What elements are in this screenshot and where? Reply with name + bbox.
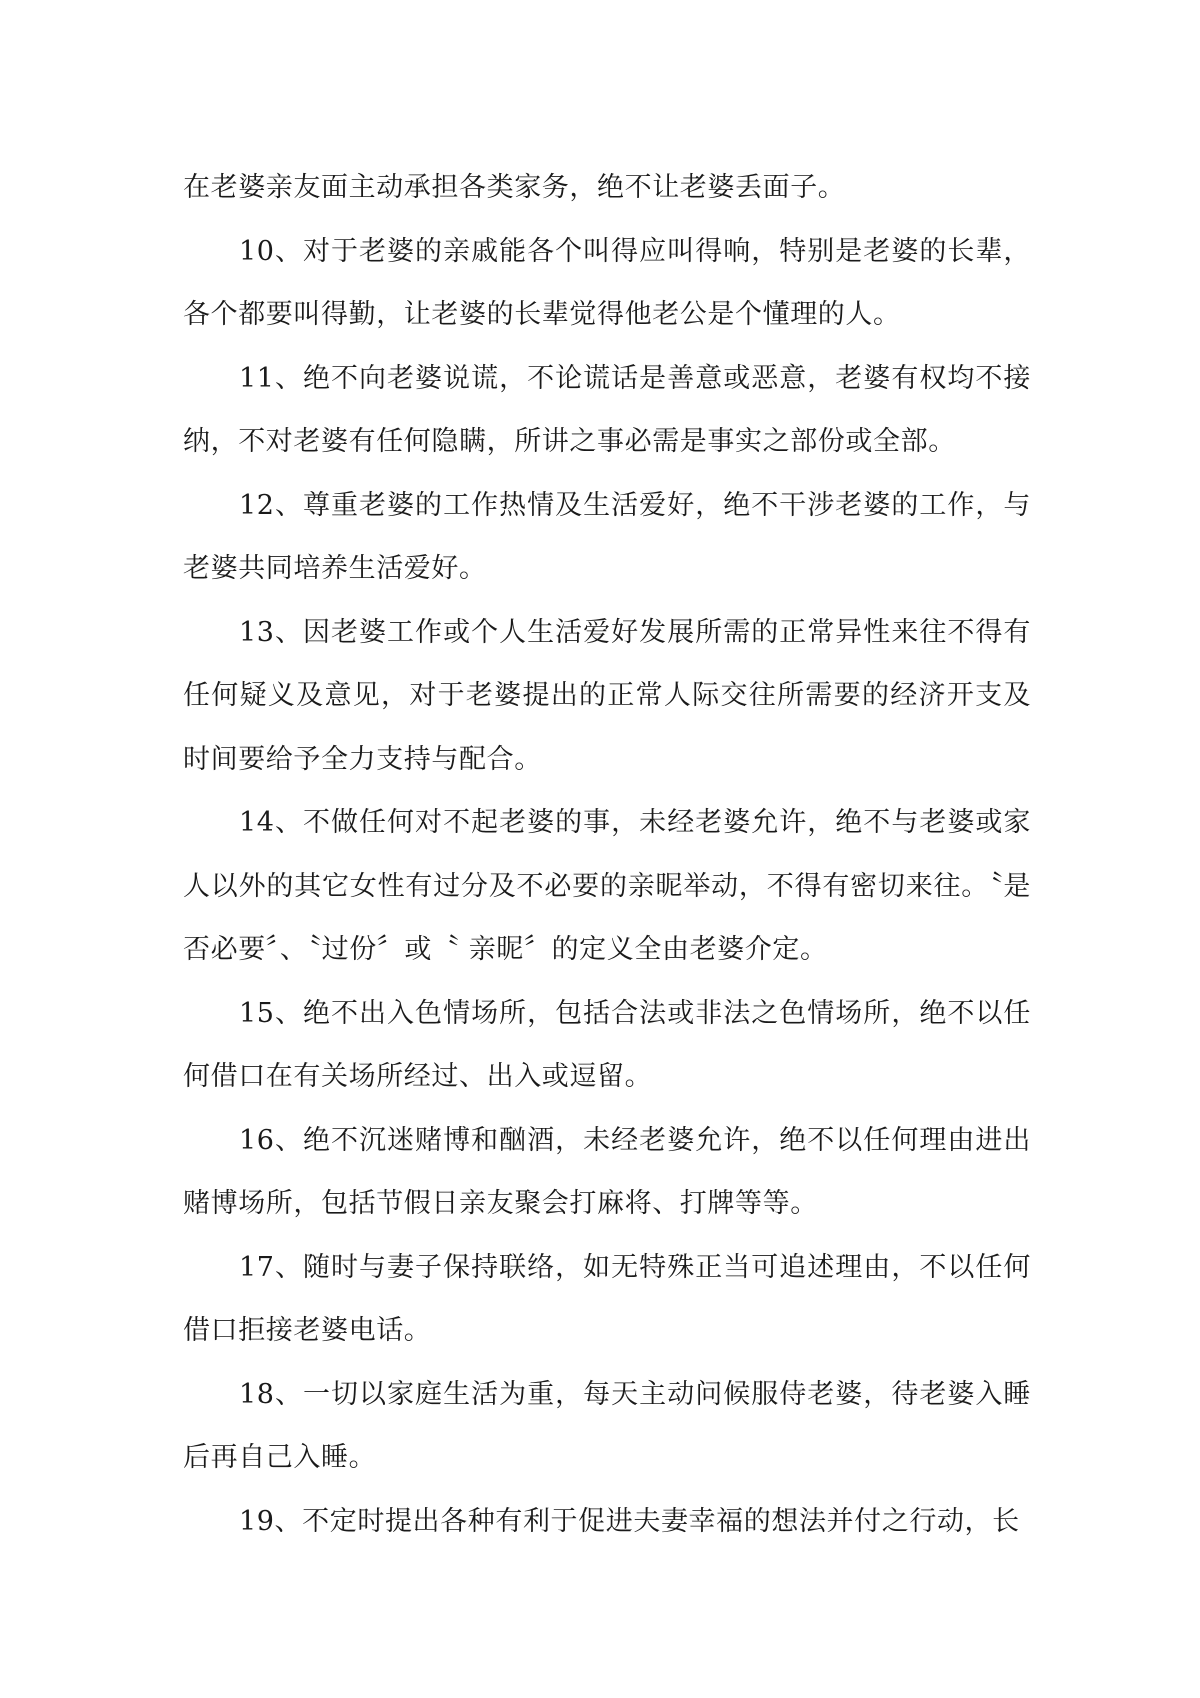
paragraph-item-12: 12、尊重老婆的工作热情及生活爱好，绝不干涉老婆的工作，与老婆共同培养生活爱好。 xyxy=(183,489,1031,584)
paragraph-item-11: 11、绝不向老婆说谎，不论谎话是善意或恶意，老婆有权均不接纳，不对老婆有任何隐瞒，所讲之事必需是事实之部份或全部。 xyxy=(183,362,1031,457)
paragraph-item-19: 19、不定时提出各种有利于促进夫妻幸福的想法并付之行动，长 xyxy=(239,1505,1020,1537)
paragraph-item-13: 13、因老婆工作或个人生活爱好发展所需的正常异性来往不得有任何疑义及意见，对于老婆提出的正常人际交往所需要的经济开支及时间要给予全力支持与配合。 xyxy=(183,616,1031,775)
paragraph-item-16: 16、绝不沉迷赌博和酗酒，未经老婆允许，绝不以任何理由进出赌博场所，包括节假日亲友聚会打麻将、打牌等等。 xyxy=(183,1124,1031,1219)
document-body xyxy=(183,156,1031,1553)
paragraph-item-18: 18、一切以家庭生活为重，每天主动问候服侍老婆，待老婆入睡后再自己入睡。 xyxy=(183,1378,1031,1473)
paragraph-item-10: 10、对于老婆的亲戚能各个叫得应叫得响，特别是老婆的长辈，各个都要叫得勤，让老婆的长辈觉得他老公是个懂理的人。 xyxy=(183,235,1031,330)
paragraph-continuation: 在老婆亲友面主动承担各类家务，绝不让老婆丢面子。 xyxy=(183,172,846,203)
paragraph-item-15: 15、绝不出入色情场所，包括合法或非法之色情场所，绝不以任何借口在有关场所经过、出入或逗留。 xyxy=(183,997,1031,1092)
paragraph-item-17: 17、随时与妻子保持联络，如无特殊正当可追述理由，不以任何借口拒接老婆电话。 xyxy=(183,1251,1031,1346)
paragraph-item-14: 14、不做任何对不起老婆的事，未经老婆允许，绝不与老婆或家人以外的其它女性有过分及不必要的亲昵举动，不得有密切来往。〝是否必要〞、〝过份〞或〝 亲昵〞的定义全由老婆介定。 xyxy=(183,807,1031,965)
